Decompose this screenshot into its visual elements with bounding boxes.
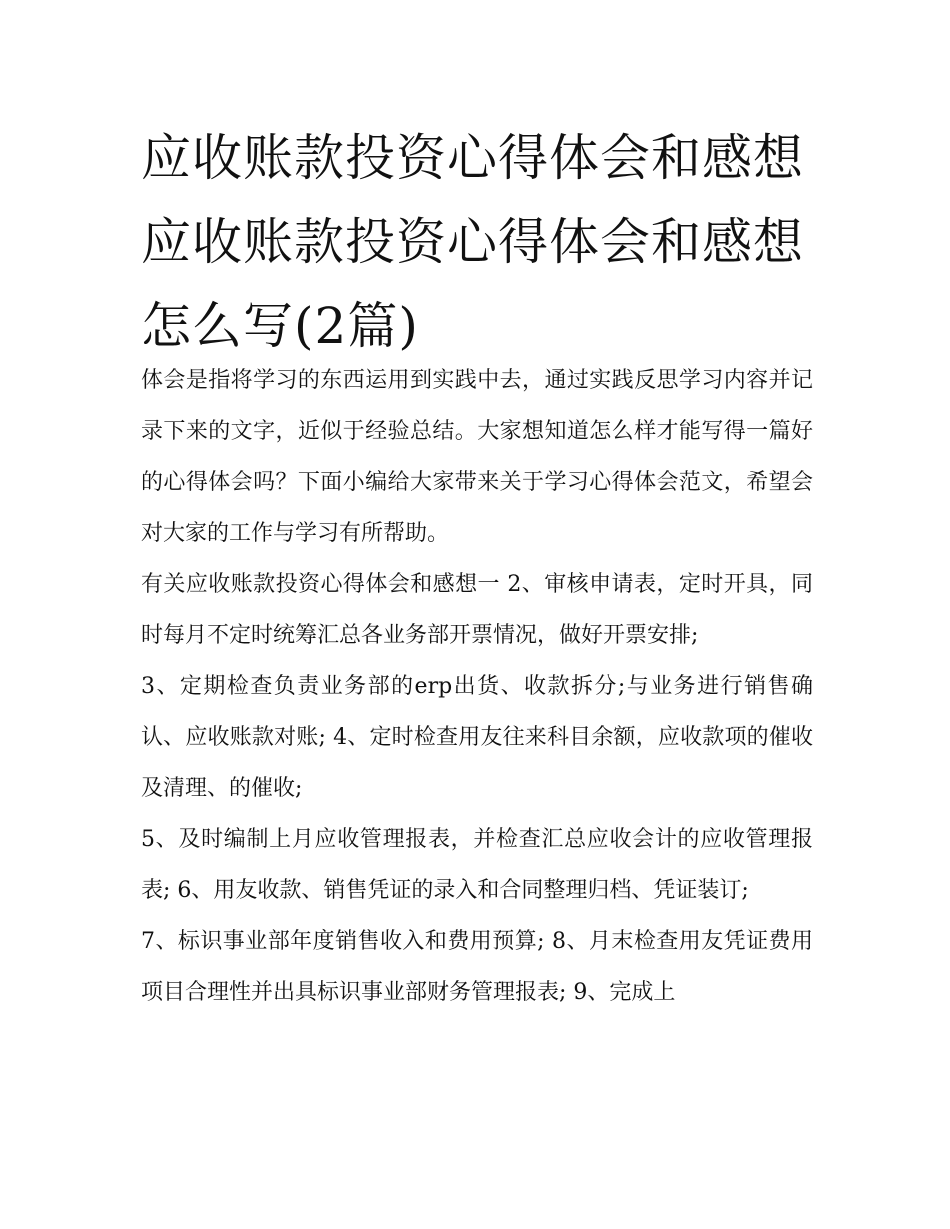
paragraph-intro: 体会是指将学习的东西运用到实践中去，通过实践反思学习内容并记录下来的文字，近似于经验总结。大家想知道怎么样才能写得一篇好的心得体会吗？下面小编给大家带来关于学习心得体会范文，希望会对大家的工作与学习有所帮助。 — [141, 368, 813, 546]
document-body — [141, 355, 813, 1018]
paragraph-items-3-4: 3、定期检查负责业务部的erp出货、收款拆分;与业务进行销售确认、应收账款对账; 4、定时检查用友往来科目余额，应收款项的催收及清理、的催收; — [141, 674, 813, 801]
document-title: 应收账款投资心得体会和感想应收账款投资心得体会和感想怎么写(2篇) — [141, 129, 804, 355]
paragraph-item-2: 有关应收账款投资心得体会和感想一 2、审核申请表，定时开具，同时每月不定时统筹汇总各业务部开票情况，做好开票安排; — [141, 572, 813, 648]
paragraph-items-7-9: 7、标识事业部年度销售收入和费用预算; 8、月末检查用友凭证费用项目合理性并出具标识事业部财务管理报表; 9、完成上 — [141, 929, 813, 1005]
paragraph-items-5-6: 5、及时编制上月应收管理报表，并检查汇总应收会计的应收管理报表; 6、用友收款、销售凭证的录入和合同整理归档、凭证装订; — [141, 827, 813, 903]
